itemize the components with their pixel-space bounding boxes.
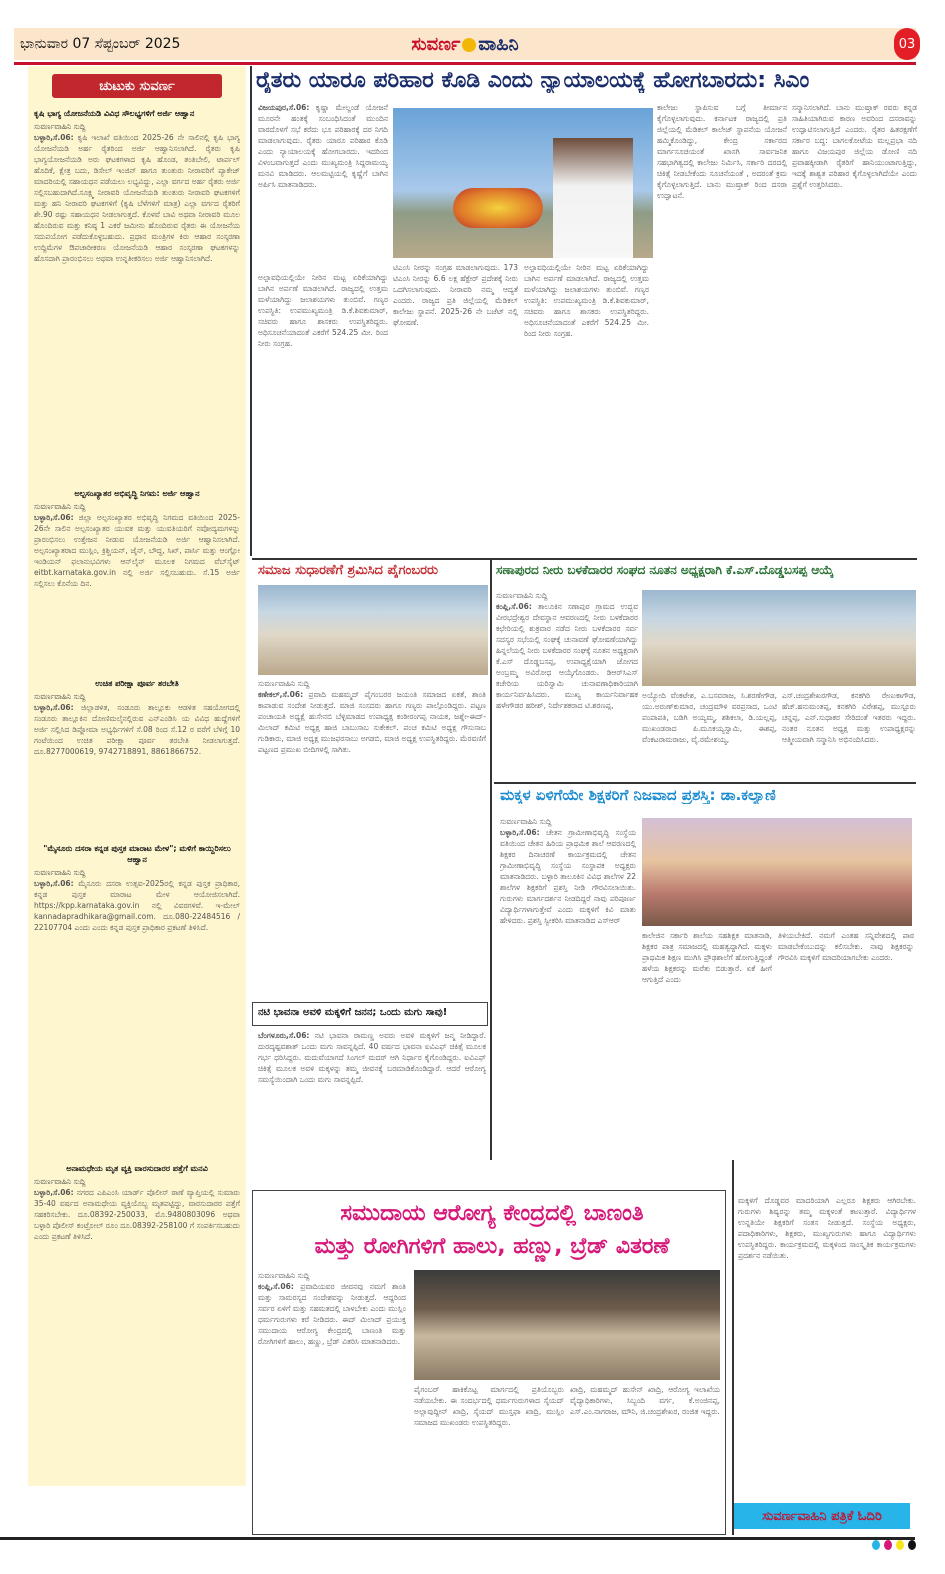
column-divider: [250, 66, 252, 556]
hospital-headline-line2: ಮತ್ತು ರೋಗಿಗಳಿಗೆ ಹಾಲು, ಹಣ್ಣು, ಬ್ರೆಡ್ ವಿತರಣೆ: [314, 1234, 670, 1259]
teachers-dateline: ಬಳ್ಳಾರಿ,ಸೆ.06:: [500, 828, 540, 837]
brief-title: "ಮೈಸೂರು ದಸರಾ ಕನ್ನಡ ಪುಸ್ತಕ ಮಾರಾಟ ಮೇಳ"; ಮಳಿಗೆ ಕಾಯ್ದಿರಿಸಲು ಆಹ್ವಾನ: [43, 844, 231, 864]
yellow-dot: [896, 1540, 904, 1550]
brief-story: [28, 839, 246, 1159]
brief-dateline: ಬಳ್ಳಾರಿ,ಸೆ.06:: [34, 133, 74, 142]
footer-rule: [0, 1537, 915, 1540]
hospital-column: [414, 1384, 564, 1530]
teachers-body-3: ತಿಳಿಯಬೇಕಿದೆ. ನಮಗೆ ಎಂತಹ ಸನ್ನಿವೇಶದಲ್ಲಿ ಪಾಠ ಮಾಡಬೇಕೆಂಬುದನ್ನು ಕಲಿಸಬೇಕು. ನಾವು ಶಿಕ್ಷಕರನ್ನು ಗೌರವಿಸಿ ಮಕ್ಕಳಿಗೆ ಮಾದರಿಯಾಗಬೇಕು ಎಂದರು.: [778, 931, 914, 962]
brief-title: ಅನಾಮಧೇಯ ಮೃತ ವ್ಯಕ್ತಿ ವಾರಸುದಾರರ ಪತ್ತೆಗೆ ಮನವಿ: [66, 1164, 208, 1173]
brief-dateline: ಬಳ್ಳಾರಿ,ಸೆ.06:: [34, 1188, 74, 1197]
brief-title: ಕೃಷಿ ಭಾಗ್ಯ ಯೋಜನೆಯಡಿ ವಿವಿಧ ಸೌಲಭ್ಯಗಳಿಗೆ ಅರ್ಜಿ ಆಹ್ವಾನ: [34, 109, 195, 118]
water-column: [782, 690, 916, 778]
hospital-byline: ಸುವರ್ಣವಾಹಿನಿ ಸುದ್ದಿ: [258, 1271, 310, 1280]
brief-dateline: ಬಳ್ಳಾರಿ,ಸೆ.06:: [34, 513, 74, 522]
newspaper-logo: [14, 34, 916, 55]
teachers-column: [778, 930, 914, 1156]
person-silhouette: [553, 138, 633, 258]
lead-body-4: ಕಾಲೇಜು ಸ್ಥಾಪಿಸುವ ಬಗ್ಗೆ ತೀರ್ಮಾನ ಕೈಗೊಳ್ಳಲಾಗುವುದು. ಕರ್ನಾಟಕ ರಾಜ್ಯದಲ್ಲಿ ಪ್ರತಿ ಜಿಲ್ಲೆಯಲ್ಲಿ ಮೆಡಿಕಲ್ ಕಾಲೇಜ್ ಸ್ಥಾಪನೆಯ ಯೋಜನೆ ಹಮ್ಮಿಕೊಂಡಿದ್ದು, ಕೇಂದ್ರ ಸರ್ಕಾರದ ಮಾರ್ಗಸೂಚಿಯಂತೆ ಖಾಸಗಿ ಸಾರ್ವಜನಿಕ ಸಹಭಾಗಿತ್ವದಲ್ಲಿ ಕಾಲೇಜು ನಿರ್ಮಿಸಿ, ಸರ್ಕಾರಿ ದರದಲ್ಲಿ ಚಿಕಿತ್ಸೆ ನೀಡಬೇಕೆಂದು ಸೂಚನೆಯಂತೆ , ಅದರಂತೆ ಕ್ರಮ ಕೈಗೊಳ್ಳಲಾಗುತ್ತಿದೆ. ಬಾನು ಮುಷ್ತಾಕ್ ರಿಂದ ದಸರಾ ಉದ್ಘಾಟನೆ.: [657, 103, 787, 200]
hospital-article: [258, 1270, 406, 1530]
logo-text-part1: ಸುವರ್ಣ: [411, 33, 461, 55]
page-number: 03: [894, 28, 920, 60]
brief-byline: ಸುವರ್ಣವಾಹಿನಿ ಸುದ್ದಿ: [34, 692, 86, 701]
water-body-2: ಅಯ್ಯೋದಿ ವೆಂಕಟೇಶ, ಎ.ಬಸವರಾಜ, ಸಿ.ಶರಣೇಗೌಡ, ಯು.ಅರುಣ್‌ಕುಮಾರ, ಚಂದ್ರಮೌಳಿ ವರಪ್ರಸಾದ, ಒಂಟಿ ಪಂಪಾಪತಿ, ಬಡಿಗಿ ಅಯ್ಯಮ್ಮ, ಶಶಿಕಲಾ, ಡಿ.ಯಲ್ಲಪ್ಪ, ಮುಖಂಡರಾದ ಪಿ.ಮೂಕಯ್ಯಸ್ವಾಮಿ, ಈಶಪ್ಪ, ವೆಂಕಟರಾಮರಾಜು, ವೈ.ರಮೇಶಯ್ಯ,: [642, 691, 777, 744]
section-divider: [494, 782, 916, 784]
lead-column: [792, 102, 917, 557]
prophet-dateline: ಕಣೇಕಲ್,ಸೆ.06:: [258, 690, 304, 699]
column-divider: [732, 1160, 734, 1535]
hospital-body: ಪ್ರವಾದಿಯವರ ಜೀವನವು ನಮಗೆ ಶಾಂತಿ ಮತ್ತು ಸಾಮರಸ್ಯದ ಸಂದೇಶವನ್ನು ನೀಡುತ್ತದೆ. ಆದ್ದರಿಂದ ಸರ್ವರ ಏಳಿಗೆ ಮತ್ತು ಸಹಮತದಲ್ಲಿ ಬಾಳಬೇಕು ಎಂದು ಮುಸ್ಲಿಂ ಧರ್ಮಗುರುಗಳು ಕರೆ ನೀಡಿದರು. ಈದ್ ಮಿಲಾದ್ ಪ್ರಯುಕ್ತ ಸಮುದಾಯ ಆರೋಗ್ಯ ಕೇಂದ್ರದಲ್ಲಿ ಬಾಣಂತಿ ಮತ್ತು ರೋಗಿಗಳಿಗೆ ಹಾಲು, ಹಣ್ಣು, ಬ್ರೆಡ್ ವಿತರಿಸಿ ಮಾತನಾಡಿದರು.: [258, 1282, 406, 1346]
brief-byline: ಸುವರ್ಣವಾಹಿನಿ ಸುದ್ದಿ: [34, 868, 86, 877]
hospital-headline: [262, 1197, 722, 1263]
actress-article: [258, 1030, 486, 1180]
hospital-column: [570, 1384, 720, 1530]
cyan-dot: [872, 1540, 880, 1550]
masthead: [14, 28, 916, 60]
brief-dateline: ಬಳ್ಳಾರಿ,ಸೆ.06:: [34, 703, 74, 712]
teachers-article: [500, 816, 636, 1156]
lead-body-3: ಟಿಎಂಸಿ ನೀರನ್ನು ಸಂಗ್ರಹ ಮಾಡಲಾಗುವುದು. 173 ಟಿಎಂಸಿ ನೀರನ್ನು 6.6 ಲಕ್ಷ ಹೆಕ್ಟೇರ್ ಪ್ರದೇಶಕ್ಕೆ ನೀರು ಒದಗಿಸಲಾಗುವುದು. ನೀರಾವರಿ ನಮ್ಮ ಆದ್ಯತೆ ಎಂದರು. ರಾಜ್ಯದ ಪ್ರತಿ ಜಿಲ್ಲೆಯಲ್ಲಿ ಮೆಡಿಕಲ್ ಕಾಲೇಜು ಸ್ಥಾಪನೆ. 2025-26 ನೇ ಬಜೆಟ್ ನಲ್ಲಿ ಘೋಷಣೆ.: [393, 263, 518, 327]
lead-photo: [393, 108, 653, 258]
section-divider: [252, 558, 917, 560]
prophet-body: ಪ್ರವಾದಿ ಮಹಮ್ಮದ್ ಪೈಗಂಬರರ ಜಯಂತಿ ಸಮಾಜದ ಏಕತೆ, ಶಾಂತಿ ಕಾಪಾಡುವ ಸಂದೇಶ ನೀಡುತ್ತದೆ. ಮಾಜಿ ಸಂಸದರು ಹಾಗೂ ಗಣ್ಯರು ಪಾಲ್ಗೊಂಡಿದ್ದರು. ಪಟ್ಟಣ ಪಂಚಾಯತಿ ಅಧ್ಯಕ್ಷೆ ಹುಸೇನಬಿ ಬೆಳ್ಳಿಮಾಡದ ಉಪಾಧ್ಯಕ್ಷ ಕಂಠೀರಂಗಪ್ಪ ನಾಯಕ, ಜಶ್ನೇ-ಈದ್-ಮಿಲಾದ್ ಕಮಿಟಿ ಅಧ್ಯಕ್ಷ ಹಾಜಿ ಬಾಬುಸಾಬ ಸುಕೇಕಲ್. ಪಂಚ ಕಮಿಟಿ ಅಧ್ಯಕ್ಷ ಗೌಸುಸಾಬ ಗುಡಿಕಾರು, ಮಾಜಿ ಅಧ್ಯಕ್ಷ ಮುಜಫರಸಾಬು ಅಗಡಬಿ, ಮಾಜಿ ಅಧ್ಯಕ್ಷ ಉಪಸ್ಥಿತರಿದ್ದರು. ಮೆರವಣಿಗೆ ಪಟ್ಟಣದ ಪ್ರಮುಖ ಬೀದಿಗಳಲ್ಲಿ ಸಾಗಿತು.: [258, 690, 486, 754]
water-photo: [642, 590, 916, 686]
logo-lamp-icon: [462, 38, 476, 52]
lead-body-2: ಅಲ್ಪಾವಧಿಯಲ್ಲಿಯೇ ನೀರಿನ ಮಟ್ಟ ಏರಿಕೆಯಾಗಿದ್ದು ಬಾಗಿನ ಅರ್ಪಣೆ ಮಾಡಲಾಗಿದೆ. ರಾಜ್ಯದಲ್ಲಿ ಉತ್ತಮ ಮಳೆಯಾಗಿದ್ದು ಜಲಾಶಯಗಳು ತುಂಬಿವೆ. ಗಣ್ಯರ ಉಪಸ್ಥಿತಿ: ಉಪಮುಖ್ಯಮಂತ್ರಿ ಡಿ.ಕೆ.ಶಿವಕುಮಾರ್, ಸಚಿವರು ಹಾಗೂ ಶಾಸಕರು ಉಪಸ್ಥಿತರಿದ್ದರು. ಅಧಿಸೂಚನೆಯಾದಂತೆ ಎಕರೆಗೆ 524.25 ಮೀ. ರಿಂದ ನೀರು ಸಂಗ್ರಹ.: [258, 273, 388, 348]
prophet-headline: ಸಮಾಜ ಸುಧಾರಣೆಗೆ ಶ್ರಮಿಸಿದ ಪೈಗಂಬರರು: [258, 563, 439, 578]
water-byline: ಸುವರ್ಣವಾಹಿನಿ ಸುದ್ದಿ: [496, 591, 548, 600]
brief-title: ಅಲ್ಪಸಂಖ್ಯಾತರ ಅಭಿವೃದ್ಧಿ ನಿಗಮ: ಅರ್ಜಿ ಆಹ್ವಾನ: [74, 489, 200, 498]
lead-body-1: ಕೃಷ್ಣಾ ಮೇಲ್ದಂಡೆ ಯೋಜನೆ ಮೂರನೇ ಹಂತಕ್ಕೆ ಸಂಬಂಧಿಸಿದಂತೆ ಮುಂದಿನ ವಾರದೊಳಗೆ ಸಭೆ ಕರೆದು ಭೂ ಪರಿಹಾರಕ್ಕೆ ದರ ನಿಗದಿ ಮಾಡಲಾಗುವುದು. ರೈತರು ಯಾರೂ ಪರಿಹಾರ ಕೊಡಿ ಎಂದು ನ್ಯಾಯಾಲಯಕ್ಕೆ ಹೋಗಬಾರದು. ಇದರಿಂದ ವಿಳಂಬವಾಗುತ್ತದೆ ಎಂದು ಮುಖ್ಯಮಂತ್ರಿ ಸಿದ್ದರಾಮಯ್ಯ ಮನವಿ ಮಾಡಿದರು. ಆಲಮಟ್ಟಿಯಲ್ಲಿ ಕೃಷ್ಣೆಗೆ ಬಾಗಿನ ಅರ್ಪಿಸಿ ಮಾತನಾಡಿದರು.: [258, 103, 388, 189]
right-bottom-body: ಮಕ್ಕಳಿಗೆ ದೊಡ್ಡವರ ಮಾದರಿಯಾಗಿ ಎಲ್ಲರೂ ಶಿಕ್ಷಕರು ಆಗಿರಬೇಕು. ಗುರುಗಳು ಶಿಷ್ಯರನ್ನು ತಮ್ಮ ಮಕ್ಕಳಂತೆ ಕಾಣುತ್ತಾರೆ. ವಿದ್ಯಾರ್ಥಿಗಳ ಉನ್ನತಿಯೇ ಶಿಕ್ಷಕರಿಗೆ ಸಂತಸ ನೀಡುತ್ತದೆ. ಸಂಸ್ಥೆಯ ಅಧ್ಯಕ್ಷರು, ಪದಾಧಿಕಾರಿಗಳು, ಶಿಕ್ಷಕರು, ಮುಖ್ಯಗುರುಗಳು ಹಾಗೂ ವಿದ್ಯಾರ್ಥಿಗಳು ಉಪಸ್ಥಿತರಿದ್ದರು. ಕಾರ್ಯಕ್ರಮದಲ್ಲಿ ಮಕ್ಕಳಿಂದ ಸಾಂಸ್ಕೃತಿಕ ಕಾರ್ಯಕ್ರಮಗಳು ಪ್ರದರ್ಶನ ನಡೆಯಿತು.: [738, 1196, 916, 1260]
flower-garland-shape: [453, 188, 543, 228]
column-divider: [490, 560, 492, 1160]
brief-dateline: ಬಳ್ಳಾರಿ,ಸೆ.06:: [34, 879, 74, 888]
brief-body: ಮೈಸೂರು ದಸರಾ ಉತ್ಸವ-2025ರಲ್ಲಿ ಕನ್ನಡ ಪುಸ್ತಕ ಪ್ರಾಧಿಕಾರ, ಕನ್ನಡ ಪುಸ್ತಕ ಮಾರಾಟ ಮೇಳ ಆಯೋಜಿಸಲಾಗಿದೆ. https://kpp.karnataka.gov.in ನಲ್ಲಿ ವಿವರಗಳಿವೆ. ಇ-ಮೇಲ್ kannadapradhikara@gmail.com. ದೂ.080-22484516 / 22107704 ಎಂದು ಎಂದು ಕನ್ನಡ ಪುಸ್ತಕ ಪ್ರಾಧಿಕಾರ ಪ್ರಕಟಣೆ ತಿಳಿಸಿದೆ.: [34, 879, 240, 932]
brief-story: [28, 104, 246, 484]
brief-body: ಕೃಷಿ ಇಲಾಖೆ ವತಿಯಿಂದ 2025-26 ನೇ ಸಾಲಿನಲ್ಲಿ ಕೃಷಿ ಭಾಗ್ಯ ಯೋಜನೆಯಡಿ ಅರ್ಹ ರೈತರಿಂದ ಅರ್ಜಿ ಆಹ್ವಾನಿಸಲಾಗಿದೆ. ರೈತರು ಕೃಷಿ ಭಾಗ್ಯಯೋಜನೆಯಡಿ ಅರು ಘಟಕಗಳಾದ ಕೃಷಿ ಹೊಂಡ, ತಂತಿಬೇಲಿ, ಟಾರ್ಪಲ್ ಹೊದಿಕೆ, ಕ್ಷೇತ್ರ ಬದು, ಡಿಸೇಲ್ ಇಂಜಿನ್ ಹಾಗೂ ತುಂತುರು ನೀರಾವರಿಗೆ ಪ್ಯಾಕೇಜ್ ಮಾದರಿಯಲ್ಲಿ ಸಹಾಯಧನ ಪಡೆಯಲು ಲಭ್ಯವಿದ್ದು, ಎಲ್ಲಾ ವರ್ಗದ ಅರ್ಹ ರೈತರು ಅರ್ಜಿ ಸಲ್ಲಿಸಬಹುದಾಗಿದೆ.ಸೂಕ್ಷ್ಮ ನೀರಾವರಿ ಯೋಜನೆಯಡಿ ತುಂತುರು ನೀರಾವರಿ ಘಟಕಗಳಿಗೆ ಮತ್ತು ಹನಿ ನೀರಾವರಿ ಘಟಕಗಳಿಗೆ (ಕೃಷಿ ಬೆಳೆಗಳಿಗೆ ಮಾತ್ರ) ಎಲ್ಲಾ ವರ್ಗದ ರೈತರಿಗೆ ಶೇ.90 ರಷ್ಟು ಸಹಾಯಧನ ನೀಡಲಾಗುತ್ತದೆ. ಕೊಳವೆ ಬಾವಿ ಅಥವಾ ನೀರಾವರಿ ಮೂಲ ಹೊಂದಿರುವ ಮತ್ತು ಕನಿಷ್ಠ 1 ಎಕರೆ ಜಮೀನು ಹೊಂದಿರುವ ರೈತರು ಈ ಯೋಜನೆಯ ಸದುಪಯೋಗ ಪಡೆದುಕೊಳ್ಳಬಹುದು. ಪ್ರಧಾನ ಮಂತ್ರಿಗಳ ಕಿರು ಆಹಾರ ಸಂಸ್ಕರಣಾ ಉದ್ದಿಮೆಗಳ ಔಪಚಾರೀಕರಣ ಯೋಜನೆಯಡಿ ಆಹಾರ ಸಂಸ್ಕರಣಾ ಘಟಕಗಳನ್ನು ಹೊಸದಾಗಿ ಪ್ರಾರಂಭಿಸಲು ಅಥವಾ ಉನ್ನತೀಕರಿಸಲು ಅರ್ಜಿ ಆಹ್ವಾನಿಸಲಾಗಿದೆ.: [34, 133, 240, 263]
water-headline: ಸಣಾಪುರದ ನೀರು ಬಳಕೆದಾರರ ಸಂಘದ ನೂತನ ಅಧ್ಯಕ್ಷರಾಗಿ ಕೆ.ಎಸ್.ದೊಡ್ಡಬಸಪ್ಪ ಆಯ್ಕೆ: [496, 563, 834, 577]
magenta-dot: [884, 1540, 892, 1550]
sidebar-briefs: [28, 66, 246, 1486]
brief-story: [28, 674, 246, 839]
hospital-dateline: ಕಂಪ್ಲಿ,ಸೆ.06:: [258, 1282, 294, 1291]
lead-column: [524, 262, 649, 557]
prophet-photo: [258, 585, 488, 675]
lead-headline: ರೈತರು ಯಾರೂ ಪರಿಹಾರ ಕೊಡಿ ಎಂದು ನ್ಯಾಯಾಲಯಕ್ಕೆ ಹೋಗಬಾರದು: ಸಿಎಂ: [256, 68, 810, 93]
water-column: [642, 690, 777, 778]
water-dateline: ಕಂಪ್ಲಿ,ಸೆ.06:: [496, 602, 532, 611]
water-body: ತಾಲೂಕಿನ ಸಣಾಪುರ ಗ್ರಾಮದ ಉದ್ಭವ ವೀರಭದ್ರೇಶ್ವರ ದೇವಸ್ಥಾನ ಆವರಣದಲ್ಲಿ ನೀರು ಬಳಕೆದಾರರ ಕಛೇರಿಯಲ್ಲಿ ಶುಕ್ರವಾರ ನಡೆದ ನೀರು ಬಳಕೆದಾರರ ಸರ್ವ ಸದಸ್ಯರ ಸಭೆಯಲ್ಲಿ ಸಂಘಕ್ಕೆ ಚುನಾವಣೆ ಘೋಷಣೆಯಾಗಿದ್ದು ಹಿನ್ನಲೆಯಲ್ಲಿ ನೀರು ಬಳಕೆದಾರರ ಸಂಘಕ್ಕೆ ನೂತನ ಅಧ್ಯಕ್ಷರಾಗಿ ಕೆ.ಎಸ್ ದೊಡ್ಡಬಸಪ್ಪ, ಉಪಾಧ್ಯಕ್ಷೆಯಾಗಿ ಜೋಗದ ಅಂಬ್ರಮ್ಮ ಅವಿರೋಧ ಆಯ್ಕೆಗೊಂಡರು. ಡಿಆರ್‌ಸಿಎಸ್ ಕಚೇರಿಯ ಯರಿಸ್ವಾಮಿ ಚುನಾವಣಾಧಿಕಾರಿಯಾಗಿ ಕಾರ್ಯನಿರ್ವಹಿಸಿದರು. ಮುಖ್ಯ ಕಾರ್ಯನಿರ್ವಾಹಕ ಹಳೇಗೌಡರ ಹರೀಶ್, ನಿರ್ದೇಶಕರಾದ ಟಿ.ಶರಣಪ್ಪ,: [496, 602, 638, 710]
prophet-byline: ಸುವರ್ಣವಾಹಿನಿ ಸುದ್ದಿ: [258, 679, 310, 688]
hospital-headline-line1: ಸಮುದಾಯ ಆರೋಗ್ಯ ಕೇಂದ್ರದಲ್ಲಿ ಬಾಣಂತಿ: [340, 1201, 644, 1226]
right-bottom-article: [738, 1195, 916, 1495]
black-dot: [908, 1540, 916, 1550]
hospital-body-3: ಖಾದ್ರಿ, ಮಹಮ್ಮದ್ ಹುಸೇನ್ ಖಾದ್ರಿ, ಆರೋಗ್ಯ ಇಲಾಖೆಯ ವೈದ್ಯಾಧಿಕಾರಿಗಳು, ಸಿಬ್ಬಂದಿ ವರ್ಗ, ಕೆ.ಅಂಜಿನಪ್ಪ, ಎಸ್.ಎಂ.ನಾಗರಾಜ, ಮೌನಿ, ಜಿ.ಚಂದ್ರಶೇಖರ, ರಂಜಿತ ಇದ್ದರು.: [570, 1385, 720, 1416]
teachers-body-2: ಕಾಲೇಜಿನ ಸರ್ಕಾರಿ ಶಾಲೆಯ ಸಹಶಿಕ್ಷಕ ಮಾತನಾಡಿ, ಶಿಕ್ಷಕರ ಪಾತ್ರ ಸಮಾಜದಲ್ಲಿ ಮಹತ್ವದ್ದಾಗಿದೆ. ಮಕ್ಕಳು ಪ್ರಾಥಮಿಕ ಶಿಕ್ಷಣ ಮುಗಿಸಿ ಪ್ರೌಢಶಾಲೆಗೆ ಹೋಗುತ್ತಿದ್ದಂತೆ ಹಳೆಯ ಶಿಕ್ಷಕರನ್ನು ಮರೆತು ಬಿಡುತ್ತಾರೆ. ಏಕೆ ಹೀಗೆ ಆಗುತ್ತಿದೆ ಎಂದು: [642, 931, 772, 984]
teachers-photo: [642, 818, 912, 926]
lead-column: [258, 102, 388, 270]
actress-body: ನಟಿ ಭಾವನಾ ರಾಮಣ್ಣ ಅವರು ಅವಳಿ ಮಕ್ಕಳಿಗೆ ಜನ್ಮ ನೀಡಿದ್ದಾರೆ. ದುರದೃಷ್ಟವಶಾತ್ ಒಂದು ಮಗು ಸಾವನ್ನಪ್ಪಿದೆ. 40 ವರ್ಷದ ಭಾವನಾ ಐವಿಎಫ್ ಚಿಕಿತ್ಸೆ ಮೂಲಕ ಗರ್ಭ ಧರಿಸಿದ್ದರು. ಮದುವೆಯಾಗದೆ ಸಿಂಗಲ್ ಮದರ್ ಆಗಿ ನಿರ್ಧಾರ ಕೈಗೊಂಡಿದ್ದರು. ಐವಿಎಫ್ ಚಿಕಿತ್ಸೆ ಮೂಲಕ ಅವಳಿ ಮಕ್ಕಳನ್ನು ತಮ್ಮ ಜೀವನಕ್ಕೆ ಬರಮಾಡಿಕೊಂಡಿದ್ದಾರೆ. ಆದರೆ ಆರೋಗ್ಯ ಸಮಸ್ಯೆಯಿಂದಾಗಿ ಒಂದು ಮಗು ಸಾವನ್ನಪ್ಪಿದೆ.: [258, 1031, 486, 1084]
water-body-3: ಎಸ್.ಚಂದ್ರಶೇಖರಗೌಡ, ಕನಕಗಿರಿ ರೇಣುಕಾಗೌಡ, ಹೆಚ್.ಹನುಮಂತಪ್ಪ, ಕನಕಗಿರಿ ವಿರೇಶಪ್ಪ, ಮುಸ್ಟೂರು ಚನ್ನಪ್ಪ, ಎನ್.ಸುಧಾಕರ ಸೇರಿದಂತೆ ಇತರರು ಇದ್ದರು. ನಂತರ ನೂತನ ಅಧ್ಯಕ್ಷ ಮತ್ತು ಉಪಾಧ್ಯಕ್ಷರನ್ನು ಆತ್ಮೀಯವಾಗಿ ಸನ್ಮಾನಿಸಿ ಅಭಿನಂದಿಸಿದರು.: [782, 691, 916, 744]
brief-body: ನಗರದ ಎಪಿಎಂಸಿ ಯಾರ್ಡ್ ಪೊಲೀಸ್ ಠಾಣೆ ವ್ಯಾಪ್ತಿಯಲ್ಲಿ ಸುಮಾರು 35-40 ವರ್ಷದ ಅನಾಮಧೇಯ ವ್ಯಕ್ತಿಯೊಬ್ಬ ಮೃತಪಟ್ಟಿದ್ದು, ವಾರಸುದಾರರ ಪತ್ತೆಗೆ ಸಹಕರಿಸಬೇಕು. ದೂ.08392-250033, ಮೊ.9480803096 ಅಥವಾ ಬಳ್ಳಾರಿ ಪೊಲೀಸ್ ಕಂಟ್ರೋಲ್ ರೂಂ ದೂ.08392-258100 ಗೆ ಸಂಪರ್ಕಿಸಬಹುದು ಎಂದು ಪ್ರಕಟಣೆ ತಿಳಿಸಿದೆ.: [34, 1188, 240, 1241]
header-divider: [14, 62, 916, 65]
water-article: [496, 590, 638, 778]
prophet-article: [258, 678, 486, 998]
teachers-column: [642, 930, 772, 1156]
teachers-byline: ಸುವರ್ಣವಾಹಿನಿ ಸುದ್ದಿ: [500, 817, 552, 826]
lead-column: [393, 262, 518, 557]
brief-story: [28, 1159, 246, 1379]
cmyk-marks: [872, 1540, 916, 1550]
lead-body-3b: ಅಲ್ಪಾವಧಿಯಲ್ಲಿಯೇ ನೀರಿನ ಮಟ್ಟ ಏರಿಕೆಯಾಗಿದ್ದು ಬಾಗಿನ ಅರ್ಪಣೆ ಮಾಡಲಾಗಿದೆ. ರಾಜ್ಯದಲ್ಲಿ ಉತ್ತಮ ಮಳೆಯಾಗಿದ್ದು ಜಲಾಶಯಗಳು ತುಂಬಿವೆ. ಗಣ್ಯರ ಉಪಸ್ಥಿತಿ: ಉಪಮುಖ್ಯಮಂತ್ರಿ ಡಿ.ಕೆ.ಶಿವಕುಮಾರ್, ಸಚಿವರು ಹಾಗೂ ಶಾಸಕರು ಉಪಸ್ಥಿತರಿದ್ದರು. ಅಧಿಸೂಚನೆಯಾದಂತೆ ಎಕರೆಗೆ 524.25 ಮೀ. ರಿಂದ ನೀರು ಸಂಗ್ರಹ.: [524, 263, 649, 338]
lead-column: [258, 272, 388, 557]
brief-byline: ಸುವರ್ಣವಾಹಿನಿ ಸುದ್ದಿ: [34, 502, 86, 511]
teachers-body: ಚೇತನ ಗ್ರಾಮೀಣಾಭಿವೃದ್ಧಿ ಸಂಸ್ಥೆಯ ವತಿಯಿಂದ ಚೇತನ ಹಿರಿಯ ಪ್ರಾಥಮಿಕ ಶಾಲೆ ಆವರಣದಲ್ಲಿ ಶಿಕ್ಷಕರ ದಿನಾಚರಣೆ ಕಾರ್ಯಕ್ರಮದಲ್ಲಿ ಚೇತನ ಗ್ರಾಮೀಣಾಭಿವೃದ್ಧಿ ಸಂಸ್ಥೆಯ ಸಂಸ್ಥಾಪಕ ಅಧ್ಯಕ್ಷರು ಮಾತನಾಡಿದರು. ಬಳ್ಳಾರಿ ತಾಲೂಕಿನ ವಿವಿಧ ಶಾಲೆಗಳ 22 ಶಾಲೆಗಳ ಶಿಕ್ಷಕರಿಗೆ ಪ್ರಶಸ್ತಿ ನೀಡಿ ಗೌರವಿಸಲಾಯಿತು. ಗುರುಗಳು ಮಾರ್ಗದರ್ಶನ ನೀಡದಿದ್ದರೆ ನಾವು ಪರಿಪೂರ್ಣ ವಿದ್ಯಾರ್ಥಿಗಳಾಗುತ್ತೇವೆ ಎಂದು ಮಕ್ಕಳಿಗೆ ಕಿವಿ ಮಾತು ಹೇಳಿದರು. ಪ್ರಶಸ್ತಿ ಸ್ವೀಕರಿಸಿ ಮಾತನಾಡಿದ ಎಸ್‌ಆರ್: [500, 828, 636, 925]
issue-date: ಭಾನುವಾರ 07 ಸೆಪ್ಟಂಬರ್ 2025: [20, 36, 181, 52]
brief-byline: ಸುವರ್ಣವಾಹಿನಿ ಸುದ್ದಿ: [34, 122, 86, 131]
actress-headline: ನಟಿ ಭಾವನಾ ಅವಳಿ ಮಕ್ಕಳಿಗೆ ಜನನ; ಒಂದು ಮಗು ಸಾವು!: [258, 1007, 448, 1018]
logo-text-part2: ವಾಹಿನಿ: [478, 33, 519, 55]
hospital-body-2: ಪೈಗಂಬರ್ ಹಾಕಿಕೊಟ್ಟ ಮಾರ್ಗದಲ್ಲಿ ಪ್ರತಿಯೊಬ್ಬರು ನಡೆಯಬೇಕು. ಈ ಸಂದರ್ಭದಲ್ಲಿ ಧರ್ಮಗುರುಗಳಾದ ಸೈಯದ್ ಅಲ್ಲಾವುದ್ದೀನ್ ಖಾದ್ರಿ, ಸೈಯದ್ ಮುಸ್ತಫಾ ಖಾದ್ರಿ, ಮುಸ್ಲಿಂ ಸಮಾಜದ ಮುಖಂಡರು ಉಪಸ್ಥಿತರಿದ್ದರು.: [414, 1385, 564, 1427]
sidebar-tag: ಚುಟುಕು ಸುವರ್ಣ: [52, 74, 222, 98]
brief-title: ಉಚಿತ ಪರೀಕ್ಷಾ ಪೂರ್ವ ತರಬೇತಿ: [95, 679, 179, 688]
brief-body: ಜಿಲ್ಲಾಡಳಿತ, ಸಂಡೂರು ತಾಲ್ಲೂಕು ಆಡಳಿತ ಸಹಯೋಗದಲ್ಲಿ ಸಂಡೂರು ತಾಲ್ಲೂಕಿನ ದೋಣಿಮಲೈನಲ್ಲಿರುವ ಎನ್‌ಎಂಡಿಸಿ ಯ ವಿವಿಧ ಹುದ್ದೆಗಳಿಗೆ ಅರ್ಜಿ ಸಲ್ಲಿಸಿದ ಡಿಪ್ಲೋಮಾ ಅಭ್ಯರ್ಥಿಗಳಿಗೆ ಸೆ.08 ರಿಂದ ಸೆ.12 ರ ವರೆಗೆ ಬೆಳಿಗ್ಗೆ 10 ಗಂಟೆಯಿಂದ ಉಚಿತ ಪರೀಕ್ಷಾ ಪೂರ್ವ ತರಬೇತಿ ನೀಡಲಾಗುತ್ತದೆ. ದೂ.8277000619, 9742718891, 8861866752.: [34, 703, 240, 756]
lead-dateline: ವಿಜಯಪುರ,ಸೆ.06:: [258, 103, 310, 112]
lead-column: [657, 102, 787, 557]
brief-body: ಜಿಲ್ಲಾ ಅಲ್ಪಸಂಖ್ಯಾತರ ಅಭಿವೃದ್ಧಿ ನಿಗಮದ ವತಿಯಿಂದ 2025-26ನೇ ಸಾಲಿನ ಅಲ್ಪಸಂಖ್ಯಾತರ ಯುವಕ ಮತ್ತು ಯುವತಿಯರಿಗೆ ನವೋದ್ಯಮಗಳನ್ನು ಪ್ರಾರಂಭಿಸಲು ಉತ್ತೇಜನ ನೀಡುವ ಯೋಜನೆಯಡಿ ಅರ್ಜಿ ಆಹ್ವಾನಿಸಲಾಗಿದೆ. ಅಲ್ಪಸಂಖ್ಯಾತರಾದ ಮುಸ್ಲಿಂ, ಕ್ರಿಶ್ಚಿಯನ್, ಜೈನ್, ಬೌದ್ಧ, ಸಿಖ್, ಪಾರ್ಸಿ ಮತ್ತು ಆಂಗ್ಲೋ ಇಂಡಿಯನ್ ಫಲಾನುಭವಿಗಳು ಆನ್‌ಲೈನ್ ಮೂಲಕ ನಿಗಮದ ವೆಬ್‌ಸೈಟ್ eitbt.karnataka.gov.in ನಲ್ಲಿ ಅರ್ಜಿ ಸಲ್ಲಿಸಬಹುದು. ಸೆ.15 ಅರ್ಜಿ ಸಲ್ಲಿಸಲು ಕೊನೆಯ ದಿನ.: [34, 513, 240, 588]
teachers-headline: ಮಕ್ಕಳ ಏಳಿಗೆಯೇ ಶಿಕ್ಷಕರಿಗೆ ನಿಜವಾದ ಪ್ರಶಸ್ತಿ: ಡಾ.ಕಲ್ಯಾಣಿ: [500, 786, 776, 804]
hospital-photo: [414, 1270, 720, 1380]
lead-body-5: ಸನ್ಮಾನಿಸಲಾಗಿದೆ. ಬಾನು ಮುಷ್ತಾಕ್ ರವರು ಕನ್ನಡ ಸಾಹಿತಿಯಾಗಿರುವ ಕಾರಣ ಅವರಿಂದ ದಸರಾವನ್ನು ಉದ್ಘಾಟಿಸಲಾಗುತ್ತಿದೆ ಎಂದರು. ರೈತರ ಹಿತರಕ್ಷಣೆಗೆ ಸರ್ಕಾರ ಬದ್ಧ: ಬಾಗಲಕೋಟೆಯ ಮಲ್ಲಪ್ರಭಾ ನದಿ ಹಾಗೂ ವಿಜಯಪುರ ಜಿಲ್ಲೆಯ ಡೋಣಿ ನದಿ ಪ್ರವಾಹಕ್ಕೀಡಾಗಿ ರೈತರಿಗೆ ಹಾನಿಯುಂಟಾಗುತ್ತಿದ್ದು, ಇದಕ್ಕೆ ಶಾಶ್ವತ ಪರಿಹಾರ ಕೈಗೊಳ್ಳಲಾಗಿದೆಯೇ ಎಂದು ಪ್ರಶ್ನೆಗೆ ಉತ್ತರಿಸಿದರು.: [792, 103, 917, 189]
brief-story: [28, 484, 246, 674]
read-paper-banner: ಸುವರ್ಣವಾಹಿನಿ ಪತ್ರಿಕೆ ಓದಿರಿ: [734, 1503, 910, 1529]
actress-dateline: ಬೆಂಗಳೂರು,ಸೆ.06:: [258, 1031, 310, 1040]
brief-byline: ಸುವರ್ಣವಾಹಿನಿ ಸುದ್ದಿ: [34, 1177, 86, 1186]
